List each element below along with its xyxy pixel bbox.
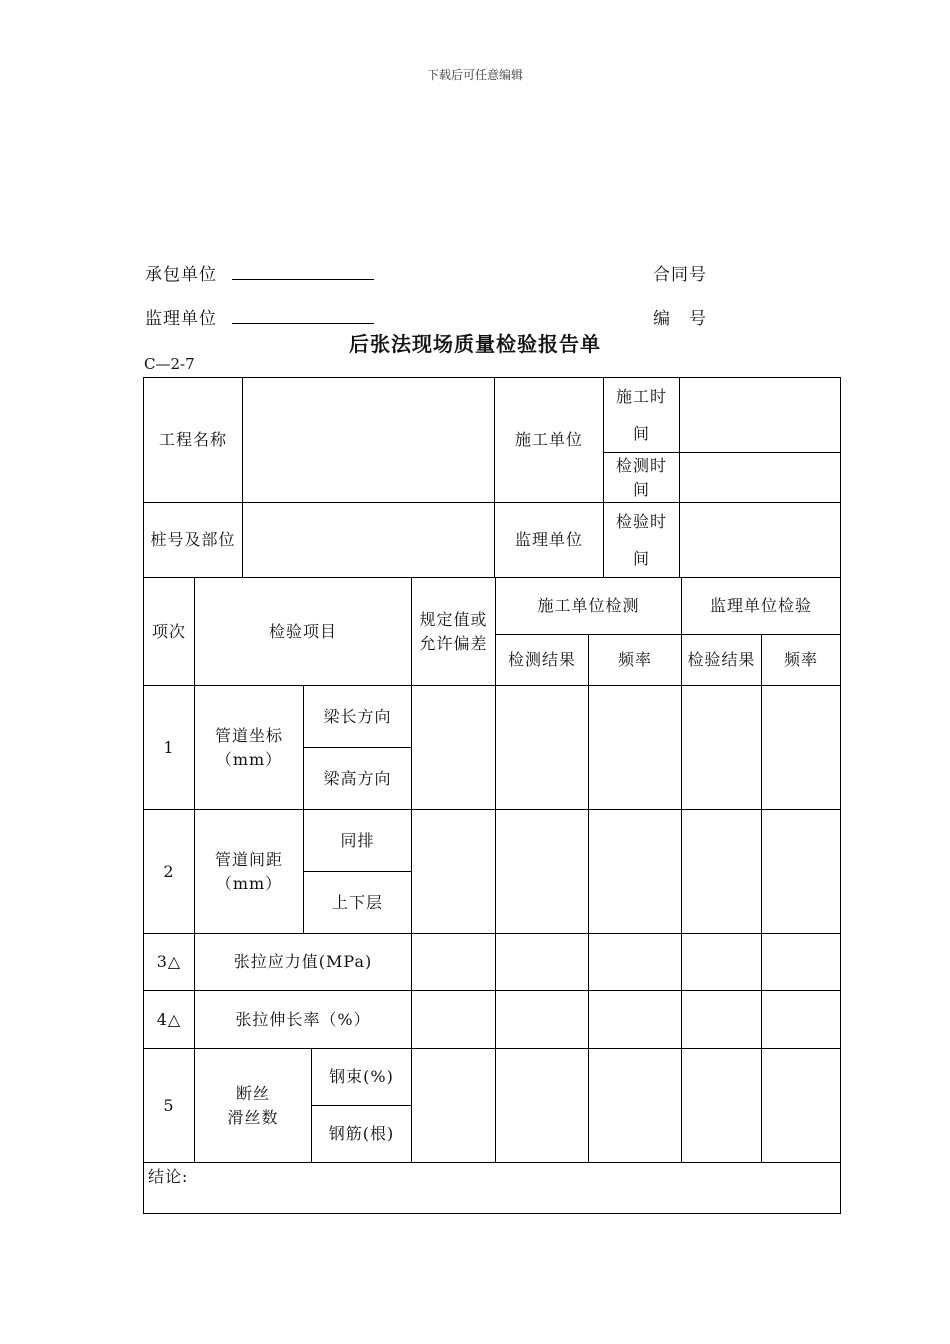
row-2-item: 管道间距（mm）: [195, 810, 304, 934]
header-supervisor-test: 监理单位检验: [682, 578, 841, 635]
header-item: 检验项目: [195, 578, 412, 686]
row-1-sub-1: 梁长方向: [304, 686, 412, 748]
row-4-test-result[interactable]: [496, 991, 589, 1049]
row-3-no: 3△: [144, 934, 195, 991]
row-3-test-result[interactable]: [496, 934, 589, 991]
header-contractor-test: 施工单位检测: [496, 578, 682, 635]
row-1-no: 1: [144, 686, 195, 810]
contractor-label: 承包单位: [145, 265, 217, 285]
row-5-item: 断丝 滑丝数: [195, 1049, 312, 1163]
row-1-item: 管道坐标（mm）: [195, 686, 304, 810]
header-spec: 规定值或允许偏差: [412, 578, 496, 686]
row-3-item: 张拉应力值(MPa): [195, 934, 412, 991]
row-5-test-result[interactable]: [496, 1049, 589, 1163]
row-5-frequency-2[interactable]: [762, 1049, 841, 1163]
row-1-frequency[interactable]: [589, 686, 682, 810]
row-3-spec[interactable]: [412, 934, 496, 991]
supervisor-label: 监理单位: [145, 309, 217, 329]
row-1-test-result[interactable]: [496, 686, 589, 810]
row-2-no: 2: [144, 810, 195, 934]
row-2-spec[interactable]: [412, 810, 496, 934]
row-5-frequency[interactable]: [589, 1049, 682, 1163]
supervisor-field[interactable]: [232, 323, 374, 324]
row-4-item: 张拉伸长率（%）: [195, 991, 412, 1049]
project-name-value[interactable]: [243, 378, 495, 503]
row-4-spec[interactable]: [412, 991, 496, 1049]
row-2-test-result[interactable]: [496, 810, 589, 934]
header-inspection-result: 检验结果: [682, 635, 762, 686]
inspection-time-label: 检验时间: [604, 503, 680, 578]
row-1-sub-2: 梁高方向: [304, 748, 412, 810]
contractor-field[interactable]: [232, 279, 374, 280]
header-frequency: 频率: [589, 635, 682, 686]
row-5-spec[interactable]: [412, 1049, 496, 1163]
test-time-value[interactable]: [680, 453, 841, 503]
row-3-frequency[interactable]: [589, 934, 682, 991]
test-time-label: 检测时间: [604, 453, 680, 503]
row-2-frequency-2[interactable]: [762, 810, 841, 934]
conclusion-cell[interactable]: [144, 1163, 841, 1214]
row-3-frequency-2[interactable]: [762, 934, 841, 991]
construction-unit-label: 施工单位: [495, 378, 604, 503]
construction-time-value[interactable]: [680, 378, 841, 453]
form-code: C—2-7: [144, 355, 195, 373]
row-5-sub-1: 钢束(%): [312, 1049, 412, 1106]
inspection-table: [143, 577, 841, 1214]
row-4-frequency-2[interactable]: [762, 991, 841, 1049]
serial-label: 编 号: [653, 309, 707, 329]
row-4-no: 4△: [144, 991, 195, 1049]
supervision-unit-label: 监理单位: [495, 503, 604, 578]
row-4-inspection-result[interactable]: [682, 991, 762, 1049]
row-5-sub-2: 钢筋(根): [312, 1106, 412, 1163]
page-title: 后张法现场质量检验报告单: [349, 332, 601, 356]
contract-no-label: 合同号: [653, 265, 707, 285]
pile-value[interactable]: [243, 503, 495, 578]
row-5-no: 5: [144, 1049, 195, 1163]
row-1-inspection-result[interactable]: [682, 686, 762, 810]
header-item-no: 项次: [144, 578, 195, 686]
pile-label: 桩号及部位: [144, 503, 243, 578]
project-name-label: 工程名称: [144, 378, 243, 503]
row-2-frequency[interactable]: [589, 810, 682, 934]
row-4-frequency[interactable]: [589, 991, 682, 1049]
header-frequency-2: 频率: [762, 635, 841, 686]
row-2-sub-2: 上下层: [304, 872, 412, 934]
row-2-inspection-result[interactable]: [682, 810, 762, 934]
project-info-table: [143, 377, 841, 578]
row-1-spec[interactable]: [412, 686, 496, 810]
row-5-inspection-result[interactable]: [682, 1049, 762, 1163]
row-3-inspection-result[interactable]: [682, 934, 762, 991]
row-2-sub-1: 同排: [304, 810, 412, 872]
row-1-frequency-2[interactable]: [762, 686, 841, 810]
conclusion-label: 结论:: [148, 1167, 189, 1186]
header-test-result: 检测结果: [496, 635, 589, 686]
inspection-time-value[interactable]: [680, 503, 841, 578]
construction-time-label: 施工时间: [604, 378, 680, 453]
header-note: 下载后可任意编辑: [426, 68, 523, 82]
